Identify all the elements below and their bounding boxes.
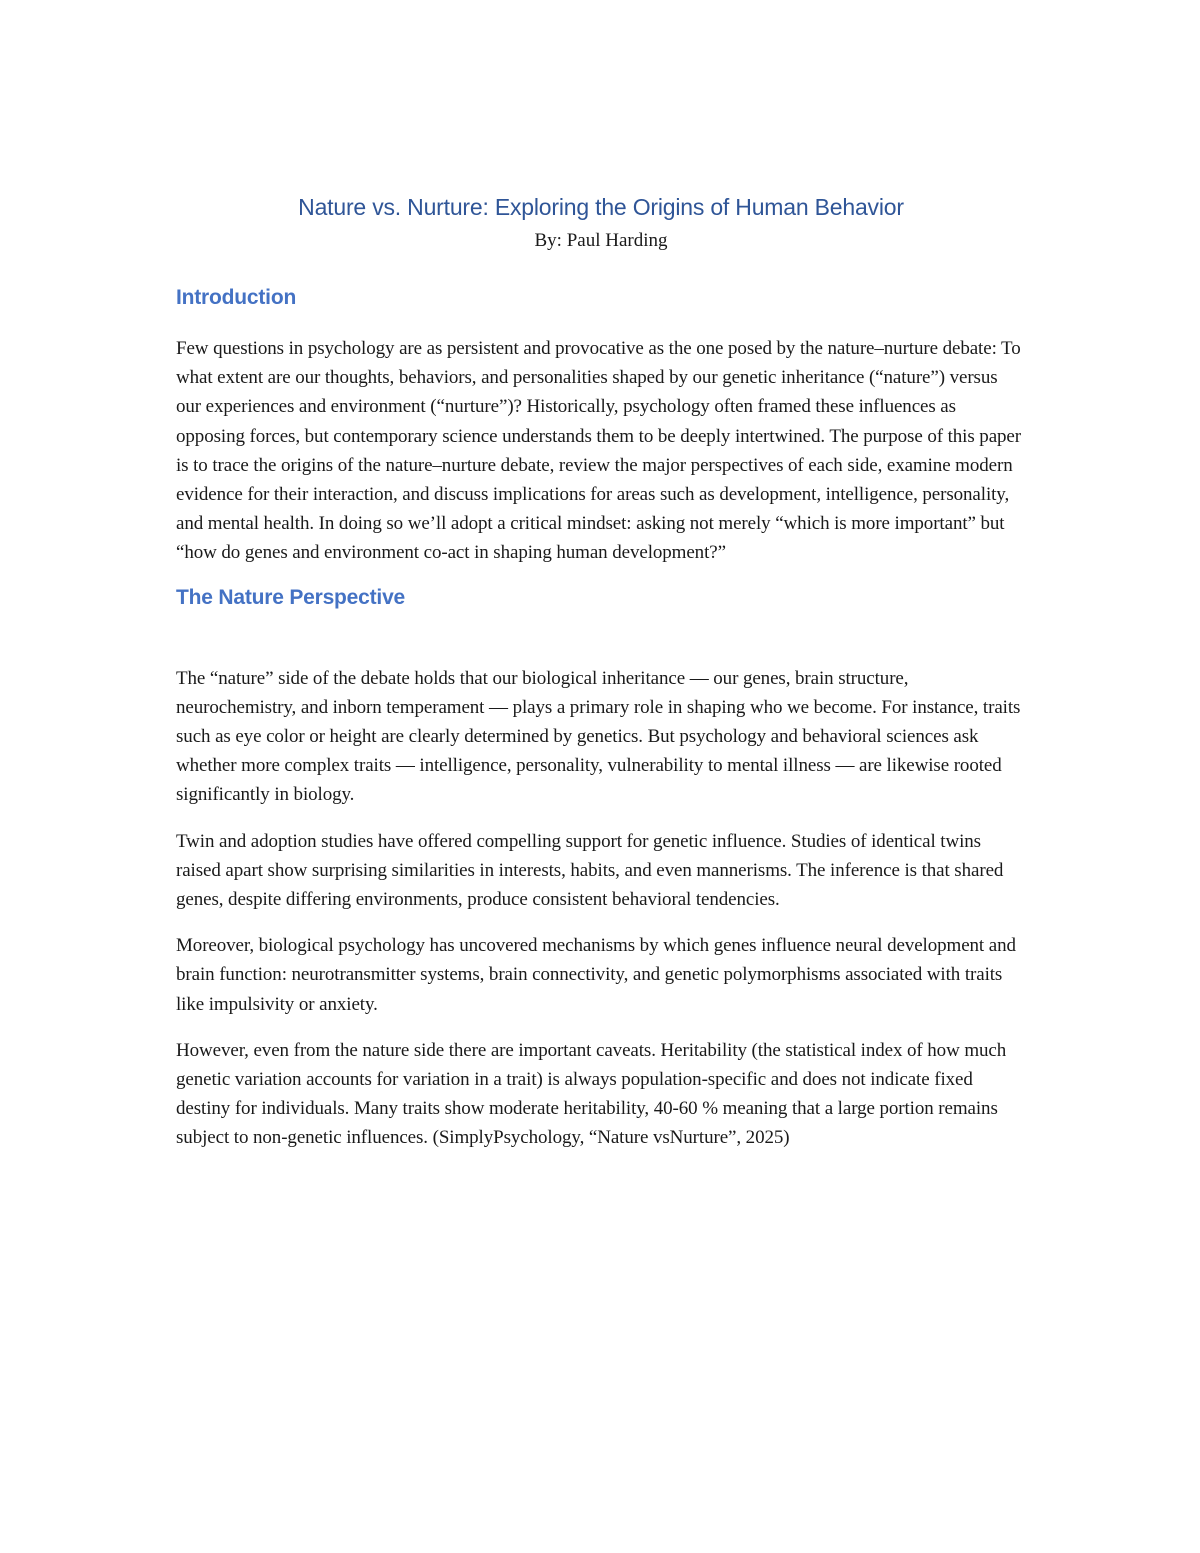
section-heading-introduction: Introduction (176, 286, 297, 309)
introduction-paragraph: Few questions in psychology are as persistent and provocative as the one posed by the nature–nurture debate: To what extent are our thoughts, behaviors, and personalities shaped by our genetic inheritance (“nature”) versus our experiences and environment (“nurture”)? Historically, psychology often framed these influences as opposing forces, but contemporary science understands them to be deeply intertwined. The purpose of this paper is to trace the origins of the nature–nurture debate, review the major perspectives of each side, examine modern evidence for their interaction, and discuss implications for areas such as development, intelligence, personality, and mental health. In doing so we’ll adopt a critical mindset: asking not merely “which is more important” but “how do genes and environment co-act in shaping human development?” (176, 338, 1021, 564)
document-title: Nature vs. Nurture: Exploring the Origins of Human Behavior (298, 194, 904, 220)
nature-paragraph-4: However, even from the nature side there are important caveats. Heritability (the statistical index of how much genetic variation accounts for variation in a trait) is always population-specific and does not indicate fixed destiny for individuals. Many traits show moderate heritability, 40-60 % meaning that a large portion remains subject to non-genetic influences. (SimplyPsychology, “Nature vsNurture”, 2025) (176, 1039, 1007, 1149)
nature-paragraph-3: Moreover, biological psychology has uncovered mechanisms by which genes influence neural development and brain function: neurotransmitter systems, brain connectivity, and genetic polymorphisms associated with traits like impulsivity or anxiety. (176, 935, 1016, 1015)
author-byline: By: Paul Harding (534, 230, 668, 251)
nature-paragraph-2: Twin and adoption studies have offered compelling support for genetic influence. Studies of identical twins raised apart show surprising similarities in interests, habits, and even mannerisms. The inference is that shared genes, despite differing environments, produce consistent behavioral tendencies. (176, 830, 1004, 911)
document-body (176, 188, 1026, 1170)
section-heading-nature-perspective: The Nature Perspective (176, 585, 406, 609)
nature-paragraph-1: The “nature” side of the debate holds that our biological inheritance — our genes, brain structure, neurochemistry, and inborn temperament — plays a primary role in shaping who we become. For instance, traits such as eye color or height are clearly determined by genetics. But psychology and behavioral sciences ask whether more complex traits — intelligence, personality, vulnerability to mental illness — are likewise rooted significantly in biology. (176, 667, 1021, 806)
